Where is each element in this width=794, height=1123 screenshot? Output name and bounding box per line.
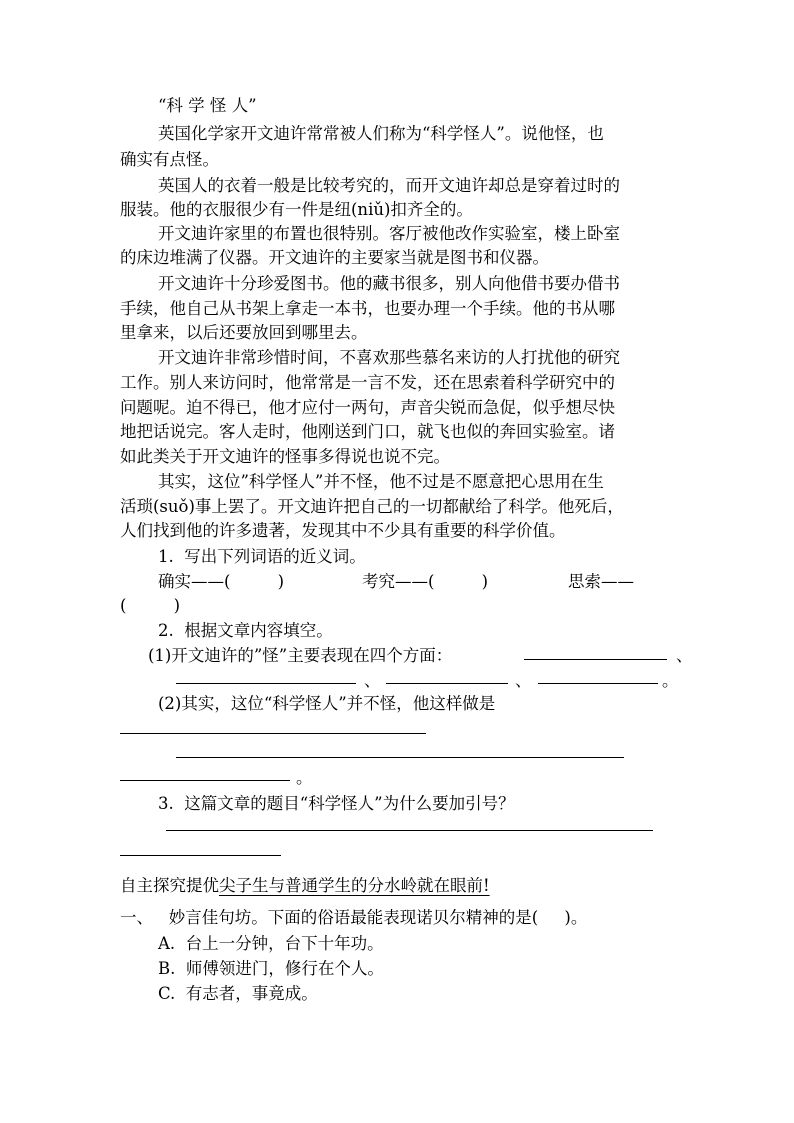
answer-line[interactable] — [176, 757, 624, 758]
paragraph-line: 如此类关于开文迪许的怪事多得说也说不完。 — [120, 447, 450, 466]
paragraph-line: 地把话说完。客人走时，他刚送到门口，就飞也似的奔回实验室。诸 — [120, 422, 615, 441]
paragraph-line: 英国化学家开文迪许常常被人们称为“科学怪人”。说他怪，也 — [158, 124, 604, 143]
q2-separator: 、 — [364, 671, 381, 690]
answer-line[interactable] — [386, 683, 508, 684]
paragraph-line: 确实有点怪。 — [120, 150, 219, 169]
paragraph-line: 开文迪许非常珍惜时间，不喜欢那些慕名来访的人打扰他的研究 — [158, 348, 620, 367]
question-2-prompt: 2. 根据文章内容填空。 — [158, 621, 333, 640]
q1-item-1: 确实——( ) — [158, 572, 285, 591]
promo-underlined-text: 尖子生与普通学生的分水岭就在眼前! — [219, 876, 490, 895]
answer-line[interactable] — [120, 733, 426, 734]
paragraph-line: 服装。他的衣服很少有一件是纽(niǔ)扣齐全的。 — [120, 200, 473, 219]
q2-period: 。 — [662, 671, 679, 690]
paragraph-line: 英国人的衣着一般是比较考究的，而开文迪许却总是穿着过时的 — [158, 176, 620, 195]
paragraph-line: 手续，他自己从书架上拿走一本书，也要办理一个手续。他的书从哪 — [120, 299, 615, 318]
answer-line[interactable] — [166, 830, 653, 831]
q1-item-3-blank: ( ) — [120, 596, 181, 615]
option-a: A. 台上一分钟，台下十年功。 — [158, 934, 384, 953]
paragraph-line: 的床边堆满了仪器。开文迪许的主要家当就是图书和仪器。 — [120, 248, 549, 267]
q2-period: 。 — [296, 768, 313, 787]
paragraph-line: 活琐(suǒ)事上罢了。开文迪许把自己的一切都献给了科学。他死后， — [120, 497, 624, 516]
paragraph-line: 开文迪许十分珍爱图书。他的藏书很多，别人向他借书要办借书 — [158, 274, 620, 293]
promo-line — [120, 874, 490, 898]
answer-line[interactable] — [176, 683, 356, 684]
q2-sub-1: (1)开文迪许的”怪”主要表现在四个方面： — [148, 646, 453, 665]
paragraph-line: 问题呢。迫不得已，他才应付一两句，声音尖锐而急促，似乎想尽快 — [120, 398, 615, 417]
article-title: “科 学 怪 人” — [158, 96, 257, 115]
q2-separator: 、 — [676, 646, 693, 665]
q2-sub-2: (2)其实，这位“科学怪人”并不怪，他这样做是 — [158, 694, 496, 713]
option-b: B. 师傅领进门，修行在个人。 — [158, 959, 384, 978]
answer-line[interactable] — [524, 659, 667, 660]
question-1-prompt: 1. 写出下列词语的近义词。 — [158, 547, 366, 566]
paragraph-line: 人们找到他的许多遗著，发现其中不少具有重要的科学价值。 — [120, 521, 566, 540]
paragraph-line: 其实，这位”科学怪人”并不怪，他不过是不愿意把心思用在生 — [158, 472, 604, 491]
question-3-prompt: 3. 这篇文章的题目“科学怪人”为什么要加引号？ — [158, 794, 515, 813]
q1-item-3: 思索—— — [568, 572, 634, 591]
answer-line[interactable] — [120, 780, 290, 781]
q2-separator: 、 — [515, 671, 532, 690]
section-heading: 一、 妙言佳句坊。下面的俗语最能表现诺贝尔精神的是( )。 — [120, 908, 588, 927]
paragraph-line: 里拿来，以后还要放回到哪里去。 — [120, 323, 368, 342]
answer-line[interactable] — [120, 855, 281, 856]
promo-prefix: 自主探究提优 — [120, 876, 219, 895]
option-c: C. 有志者，事竟成。 — [158, 984, 318, 1003]
answer-line[interactable] — [538, 683, 658, 684]
paragraph-line: 开文迪许家里的布置也很特别。客厅被他改作实验室，楼上卧室 — [158, 224, 620, 243]
q1-item-2: 考究——( ) — [362, 572, 489, 591]
paragraph-line: 工作。别人来访问时，他常常是一言不发，还在思索着科学研究中的 — [120, 373, 615, 392]
